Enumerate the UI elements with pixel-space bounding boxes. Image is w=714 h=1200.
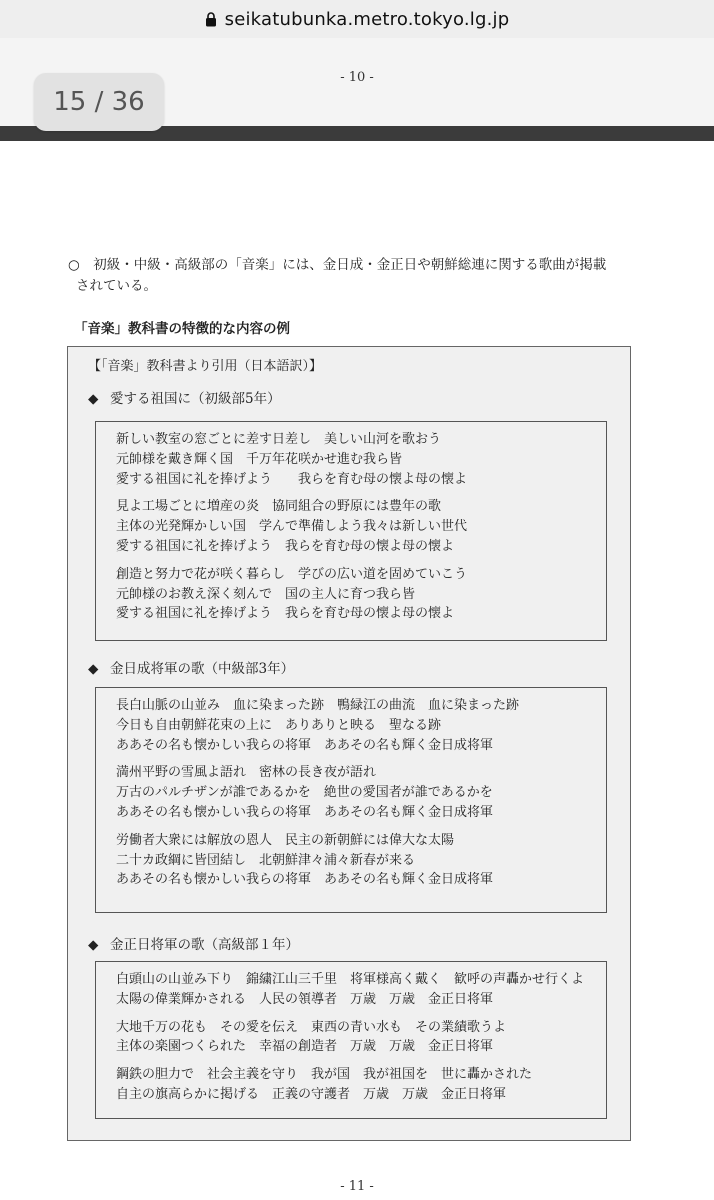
lyric-line: 鋼鉄の胆力で 社会主義を守り 我が国 我が祖国を 世に轟かされた	[116, 1067, 533, 1083]
intro-paragraph	[68, 255, 648, 297]
lyric-line: 見よ工場ごとに増産の炎 協同組合の野原には豊年の歌	[116, 499, 442, 515]
lyric-line: 元帥様のお教え深く刻んで 国の主人に育つ我ら皆	[116, 586, 416, 602]
stanza	[116, 497, 606, 556]
stanza	[116, 970, 606, 1010]
lyric-line: 白頭山の山並み下り 錦繍江山三千里 将軍様高く戴く 歓呼の声轟かせ行くよ	[116, 972, 585, 987]
stanza	[116, 831, 606, 890]
stanza	[116, 430, 606, 489]
song-title-text: 愛する祖国に（初級部5年）	[110, 391, 281, 407]
section-title: 「音楽」教科書の特徴的な内容の例	[74, 321, 290, 337]
lyric-line: 二十カ政綱に皆団結し 北朝鮮津々浦々新春が来る	[116, 852, 416, 868]
lyric-line: 大地千万の花も その愛を伝え 東西の青い水も その業績歌うよ	[116, 1019, 507, 1035]
stanza	[116, 565, 606, 624]
song-title	[88, 387, 281, 407]
lyric-line: ああその名も懐かしい我らの将軍 ああその名も輝く金日成将軍	[116, 872, 494, 888]
lyrics-box	[95, 421, 607, 641]
lyrics-box	[95, 687, 607, 913]
page-indicator: 15 / 36	[34, 73, 164, 131]
document-page	[0, 141, 714, 1200]
lyric-line: 満州平野の雪風よ語れ 密林の長き夜が語れ	[116, 765, 377, 781]
intro-line: されている。	[76, 278, 157, 294]
lyric-line: ああその名も懐かしい我らの将軍 ああその名も輝く金日成将軍	[116, 737, 494, 753]
quote-box	[67, 346, 631, 1141]
lyric-line: 創造と努力で花が咲く暮らし 学びの広い道を固めていこう	[116, 566, 468, 582]
lyric-line: 労働者大衆には解放の恩人 民主の新朝鮮には偉大な太陽	[116, 832, 455, 848]
stanza	[116, 696, 606, 755]
url-text: seikatubunka.metro.tokyo.lg.jp	[224, 8, 510, 30]
lyric-line: 主体の楽園つくられた 幸福の創造者 万歳 万歳 金正日将軍	[116, 1039, 494, 1055]
song-title-text: 金正日将軍の歌（高級部１年）	[110, 937, 299, 953]
lyric-line: 愛する祖国に礼を捧げよう 我らを育む母の懐よ母の懐よ	[116, 538, 455, 554]
stanza	[116, 1065, 606, 1105]
diamond-bullet-icon: ◆	[88, 391, 99, 407]
browser-url-bar[interactable]	[0, 0, 714, 38]
lyric-line: 愛する祖国に礼を捧げよう 我らを育む母の懐よ母の懐よ	[116, 471, 468, 487]
diamond-bullet-icon: ◆	[88, 661, 99, 677]
lock-icon	[205, 12, 217, 27]
song-title-text: 金日成将軍の歌（中級部3年）	[110, 661, 295, 677]
song-title	[88, 657, 294, 677]
lyrics-box	[95, 961, 607, 1119]
lyric-line: 元帥様を戴き輝く国 千万年花咲かせ進む我ら皆	[116, 451, 403, 467]
lyric-line: 今日も自由朝鮮花束の上に ありありと映る 聖なる跡	[116, 717, 442, 733]
stanza	[116, 763, 606, 822]
lyric-line: 新しい教室の窓ごとに差す日差し 美しい山河を歌おう	[116, 432, 442, 447]
lyric-line: ああその名も懐かしい我らの将軍 ああその名も輝く金日成将軍	[116, 804, 494, 820]
song-title	[88, 933, 299, 953]
lyric-line: 自主の旗高らかに掲げる 正義の守護者 万歳 万歳 金正日将軍	[116, 1086, 507, 1102]
lyric-line: 万古のパルチザンが誰であるかを 絶世の愛国者が誰であるかを	[116, 785, 493, 801]
lyric-line: 主体の光発輝かしい国 学んで準備しよう我々は新しい世代	[116, 519, 468, 535]
quote-box-header: 【「音楽」教科書より引用（日本語訳）】	[88, 359, 323, 374]
diamond-bullet-icon: ◆	[88, 937, 99, 953]
stanza	[116, 1018, 606, 1058]
lyric-line: 長白山脈の山並み 血に染まった跡 鴨緑江の曲流 血に染まった跡	[116, 698, 520, 713]
prev-page-number: - 10 -	[340, 70, 374, 85]
intro-line: ○ 初級・中級・高級部の「音楽」には、金日成・金正日や朝鮮総連に関する歌曲が掲載	[68, 257, 607, 273]
lyric-line: 愛する祖国に礼を捧げよう 我らを育む母の懐よ母の懐よ	[116, 606, 455, 622]
lyric-line: 太陽の偉業輝かされる 人民の領導者 万歳 万歳 金正日将軍	[116, 991, 494, 1007]
page-number: - 11 -	[340, 1179, 374, 1194]
